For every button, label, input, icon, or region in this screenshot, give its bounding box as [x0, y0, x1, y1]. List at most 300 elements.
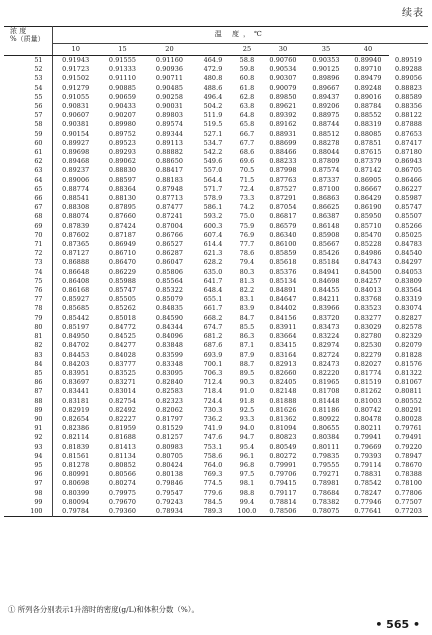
value-cell: 0.84211: [312, 295, 340, 304]
value-cell: 83.9: [239, 304, 255, 313]
value-cell: 0.85376: [269, 267, 297, 276]
value-cell: 534.7: [203, 138, 223, 147]
concentration-cell: 66: [4, 194, 52, 203]
value-cell: 0.84835: [155, 304, 184, 313]
value-cell: 0.88744: [312, 120, 340, 129]
concentration-cell: 86: [4, 378, 52, 387]
value-cell: 99.4: [239, 497, 255, 506]
value-cell: 0.79117: [269, 488, 297, 497]
value-cell: 0.81797: [155, 414, 184, 423]
value-cell: 73.3: [239, 194, 255, 203]
concentration-cell: 92: [4, 433, 52, 442]
value-cell: 0.89162: [269, 120, 297, 129]
value-cell: 0.89293: [108, 148, 137, 157]
value-cell: 0.82780: [354, 332, 382, 341]
value-cell: 0.86287: [155, 249, 184, 258]
value-cell: 68.6: [239, 148, 255, 157]
value-cell: 0.79975: [108, 488, 137, 497]
table-row: [4, 157, 428, 166]
value-cell: 0.82583: [155, 387, 184, 396]
concentration-cell: 97: [4, 479, 52, 488]
value-cell: 0.83029: [354, 322, 382, 331]
value-cell: 0.80291: [394, 405, 423, 414]
table-row: [4, 415, 428, 424]
value-cell: 0.88233: [269, 157, 297, 166]
value-cell: 0.88823: [394, 83, 423, 92]
value-cell: 0.82220: [312, 368, 340, 377]
value-cell: 0.90485: [155, 83, 184, 92]
value-cell: 0.83014: [108, 387, 137, 396]
value-cell: 0.89392: [269, 111, 297, 120]
value-cell: 91.8: [239, 396, 255, 405]
value-cell: 0.88183: [155, 175, 184, 184]
value-cell: 0.88356: [394, 102, 423, 111]
value-cell: 0.77641: [354, 506, 382, 515]
value-cell: 0.85747: [394, 203, 423, 212]
value-cell: 0.82148: [269, 387, 297, 396]
value-cell: 0.82724: [312, 350, 340, 359]
value-cell: 687.6: [203, 341, 223, 350]
value-cell: 600.3: [203, 221, 223, 230]
value-cell: 0.79835: [312, 451, 340, 460]
value-cell: 0.86408: [62, 276, 90, 285]
value-cell: 0.89437: [312, 92, 340, 101]
value-cell: 0.86705: [394, 166, 423, 175]
value-cell: 0.84986: [354, 249, 382, 258]
running-head-label: 续表: [402, 8, 424, 19]
value-cell: 0.79941: [354, 433, 382, 442]
value-cell: 0.84647: [269, 295, 297, 304]
value-cell: 0.87004: [155, 221, 184, 230]
value-cell: 0.80811: [394, 387, 423, 396]
table-row: [4, 332, 428, 341]
concentration-cell: 68: [4, 212, 52, 221]
value-cell: 63.8: [239, 102, 255, 111]
table-row: [4, 258, 428, 267]
value-cell: 0.80552: [394, 396, 423, 405]
value-cell: 0.87851: [354, 138, 382, 147]
value-cell: 0.83074: [394, 304, 423, 313]
value-cell: 0.89248: [354, 83, 382, 92]
value-cell: 0.89980: [108, 120, 137, 129]
concentration-cell: 90: [4, 415, 52, 424]
table-body: [4, 56, 428, 517]
table-row: [4, 360, 428, 369]
value-cell: 0.82473: [312, 359, 340, 368]
value-cell: 0.78947: [394, 451, 423, 460]
value-cell: 0.91110: [108, 74, 137, 83]
value-cell: 81.3: [239, 276, 255, 285]
value-cell: 92.5: [239, 405, 255, 414]
value-cell: 0.86227: [394, 184, 423, 193]
value-cell: 0.79114: [354, 460, 382, 469]
value-cell: 0.80991: [62, 470, 90, 479]
value-cell: 614.4: [203, 240, 223, 249]
value-cell: 0.81067: [394, 378, 423, 387]
value-cell: 89.5: [239, 368, 255, 377]
value-cell: 0.81322: [394, 368, 423, 377]
value-cell: 82.2: [239, 286, 255, 295]
table-row: [4, 351, 428, 360]
value-cell: 0.82754: [108, 396, 137, 405]
value-cell: 0.85710: [354, 221, 382, 230]
value-cell: 607.4: [203, 230, 223, 239]
table-row: [4, 176, 428, 185]
value-cell: 96.8: [239, 460, 255, 469]
value-cell: 0.78075: [312, 506, 340, 515]
value-cell: 61.8: [239, 83, 255, 92]
value-cell: 69.6: [239, 157, 255, 166]
table-row: [4, 507, 428, 517]
table-row: [4, 166, 428, 175]
value-cell: 504.2: [203, 102, 223, 111]
concentration-cell: 95: [4, 461, 52, 470]
value-cell: 764.0: [203, 460, 223, 469]
value-cell: 0.81774: [354, 368, 382, 377]
value-cell: 0.80211: [354, 424, 382, 433]
value-cell: 62.8: [239, 92, 255, 101]
value-cell: 464.9: [203, 56, 223, 64]
value-cell: 564.4: [203, 175, 223, 184]
value-cell: 0.91279: [62, 83, 90, 92]
value-cell: 77.7: [239, 240, 255, 249]
value-cell: 90.3: [239, 378, 255, 387]
value-cell: 0.88466: [269, 148, 297, 157]
value-cell: 0.84698: [312, 276, 340, 285]
value-cell: 0.81186: [312, 405, 340, 414]
column-header: 15: [99, 44, 146, 56]
concentration-cell: 78: [4, 304, 52, 313]
value-cell: 0.84257: [354, 276, 382, 285]
value-cell: 0.80094: [62, 497, 90, 506]
concentration-header: [4, 27, 52, 44]
value-cell: 706.3: [203, 368, 223, 377]
value-cell: 0.83564: [394, 286, 423, 295]
value-cell: 774.5: [203, 479, 223, 488]
concentration-cell: 89: [4, 406, 52, 415]
table-row: [4, 433, 428, 442]
value-cell: 0.82530: [354, 341, 382, 350]
value-cell: 0.78506: [269, 506, 297, 515]
value-cell: 0.82492: [108, 405, 137, 414]
concentration-cell: 87: [4, 387, 52, 396]
value-cell: 0.89574: [155, 120, 184, 129]
value-cell: 0.89016: [354, 92, 382, 101]
value-cell: 480.8: [203, 74, 223, 83]
value-cell: 0.84053: [394, 267, 423, 276]
density-table: [4, 26, 428, 517]
value-cell: 0.89479: [354, 74, 382, 83]
value-cell: 0.83523: [354, 304, 382, 313]
value-cell: 0.87424: [108, 221, 137, 230]
concentration-cell: 74: [4, 268, 52, 277]
value-cell: 655.1: [203, 295, 223, 304]
value-cell: 0.87291: [269, 194, 297, 203]
table-row: [4, 222, 428, 231]
value-cell: 87.1: [239, 341, 255, 350]
value-cell: 78.6: [239, 249, 255, 258]
value-cell: 95.4: [239, 442, 255, 451]
value-cell: 542.2: [203, 148, 223, 157]
value-cell: 0.87839: [62, 221, 90, 230]
value-cell: 0.90381: [62, 120, 90, 129]
table-row: [4, 461, 428, 470]
value-cell: 0.81839: [62, 442, 90, 451]
value-cell: 0.87365: [62, 240, 90, 249]
value-cell: 0.89006: [62, 175, 90, 184]
value-cell: 0.89288: [394, 65, 423, 74]
value-cell: 0.84453: [62, 350, 90, 359]
concentration-cell: 64: [4, 176, 52, 185]
value-cell: 0.86100: [269, 240, 297, 249]
table-row: [4, 111, 428, 120]
value-cell: 80.3: [239, 267, 255, 276]
column-header-blank: [4, 44, 52, 56]
table-row: [4, 130, 428, 139]
value-cell: 0.82405: [269, 378, 297, 387]
value-cell: 0.78670: [394, 460, 423, 469]
value-cell: 75.0: [239, 212, 255, 221]
value-cell: 0.81888: [269, 396, 297, 405]
value-cell: 0.78814: [269, 497, 297, 506]
value-cell: 0.90607: [62, 111, 90, 120]
value-cell: 488.6: [203, 83, 223, 92]
value-cell: 635.0: [203, 267, 223, 276]
value-cell: 0.85134: [269, 276, 297, 285]
value-cell: 0.85618: [269, 258, 297, 267]
value-cell: 0.83348: [155, 359, 184, 368]
value-cell: 0.89621: [269, 102, 297, 111]
value-cell: 0.81959: [108, 424, 137, 433]
value-cell: 0.88417: [155, 166, 184, 175]
value-cell: 0.81626: [269, 405, 297, 414]
value-cell: 0.79670: [108, 497, 137, 506]
value-cell: 0.86710: [108, 249, 137, 258]
value-cell: 0.91502: [62, 74, 90, 83]
value-cell: 0.88650: [155, 157, 184, 166]
value-cell: 0.85908: [312, 230, 340, 239]
value-cell: 0.83911: [269, 322, 297, 331]
value-cell: 60.8: [239, 74, 255, 83]
value-cell: 0.88122: [394, 111, 423, 120]
value-cell: 71.5: [239, 175, 255, 184]
value-cell: 0.88541: [62, 194, 90, 203]
value-cell: 0.83164: [269, 350, 297, 359]
value-cell: 0.82386: [62, 424, 90, 433]
value-cell: 100.0: [237, 506, 257, 515]
value-cell: 0.84096: [155, 332, 184, 341]
value-cell: 0.83720: [312, 313, 340, 322]
value-cell: 0.89062: [108, 157, 137, 166]
table-row: [4, 120, 428, 129]
value-cell: 0.89710: [354, 65, 382, 74]
value-cell: 0.83224: [312, 332, 340, 341]
concentration-cell: 55: [4, 93, 52, 102]
value-cell: 0.77946: [354, 497, 382, 506]
concentration-cell: 88: [4, 397, 52, 406]
table-row: [4, 323, 428, 332]
value-cell: 0.86943: [394, 157, 423, 166]
value-cell: 0.87054: [269, 203, 297, 212]
value-cell: 72.4: [239, 184, 255, 193]
value-cell: 628.2: [203, 258, 223, 267]
value-cell: 0.88319: [354, 120, 382, 129]
value-cell: 718.4: [203, 387, 223, 396]
table-row: [4, 443, 428, 452]
value-cell: 93.3: [239, 414, 255, 423]
concentration-cell: 51: [4, 56, 52, 66]
value-cell: 0.90885: [108, 83, 137, 92]
value-cell: 0.80549: [269, 442, 297, 451]
table-row: [4, 470, 428, 479]
column-header: 20: [146, 44, 193, 56]
value-cell: 0.84743: [354, 258, 382, 267]
value-cell: 0.86863: [312, 194, 340, 203]
value-cell: 0.81278: [62, 460, 90, 469]
value-cell: 0.85747: [108, 286, 137, 295]
table-row: [4, 295, 428, 304]
value-cell: 0.83181: [62, 396, 90, 405]
value-cell: 0.78831: [354, 470, 382, 479]
value-cell: 74.2: [239, 203, 255, 212]
value-cell: 0.82840: [155, 378, 184, 387]
value-cell: 84.7: [239, 313, 255, 322]
value-cell: 0.89752: [108, 129, 137, 138]
table-row: [4, 341, 428, 350]
value-cell: 0.78388: [394, 470, 423, 479]
value-cell: 0.89927: [62, 138, 90, 147]
value-cell: 758.6: [203, 451, 223, 460]
value-cell: 0.88130: [108, 194, 137, 203]
value-cell: 0.81003: [354, 396, 382, 405]
value-cell: 86.3: [239, 332, 255, 341]
value-cell: 0.77507: [394, 497, 423, 506]
value-cell: 0.83951: [62, 368, 90, 377]
value-cell: 0.82027: [354, 359, 382, 368]
value-cell: 0.83809: [394, 276, 423, 285]
value-cell: 0.89803: [155, 111, 184, 120]
value-cell: 64.8: [239, 111, 255, 120]
value-cell: 0.86168: [62, 286, 90, 295]
value-cell: 0.85228: [354, 240, 382, 249]
value-cell: 0.87895: [108, 203, 137, 212]
value-cell: 0.81094: [269, 424, 297, 433]
value-cell: 0.89850: [269, 92, 297, 101]
value-cell: 0.79360: [108, 506, 137, 515]
value-cell: 0.88278: [312, 138, 340, 147]
table-row: [4, 286, 428, 295]
value-cell: 0.84783: [394, 240, 423, 249]
value-cell: 0.82227: [108, 414, 137, 423]
table-row: [4, 74, 428, 83]
value-cell: 91.0: [239, 387, 255, 396]
concentration-cell: 79: [4, 314, 52, 323]
value-cell: 0.91160: [155, 56, 184, 64]
value-cell: 0.79784: [62, 506, 90, 515]
table-row: [4, 139, 428, 148]
value-cell: 0.80478: [354, 414, 382, 423]
value-cell: 0.88699: [269, 138, 297, 147]
value-cell: 0.78382: [312, 497, 340, 506]
value-cell: 0.82079: [394, 341, 423, 350]
value-cell: 0.88308: [62, 203, 90, 212]
value-cell: 0.88085: [354, 129, 382, 138]
value-cell: 0.88975: [312, 111, 340, 120]
concentration-cell: 84: [4, 360, 52, 369]
value-cell: 0.85025: [394, 230, 423, 239]
value-cell: 0.82279: [354, 350, 382, 359]
column-header: 40: [347, 44, 389, 56]
value-cell: 0.81708: [312, 387, 340, 396]
value-cell: 75.9: [239, 221, 255, 230]
value-cell: 0.79393: [354, 451, 382, 460]
value-cell: 578.9: [203, 194, 223, 203]
concentration-cell: 59: [4, 130, 52, 139]
table-row: [4, 268, 428, 277]
value-cell: 0.87337: [312, 175, 340, 184]
value-cell: 0.84540: [394, 249, 423, 258]
value-cell: 0.82114: [62, 433, 90, 442]
value-cell: 66.7: [239, 129, 255, 138]
value-cell: 0.87998: [269, 166, 297, 175]
value-cell: 0.81362: [269, 414, 297, 423]
concentration-cell: 52: [4, 65, 52, 74]
value-cell: 0.83768: [354, 295, 382, 304]
value-cell: 0.84297: [394, 258, 423, 267]
value-cell: 700.1: [203, 359, 223, 368]
value-cell: 0.83441: [62, 387, 90, 396]
value-cell: 0.84203: [62, 359, 90, 368]
concentration-cell: 62: [4, 157, 52, 166]
value-cell: 0.77203: [394, 506, 423, 515]
running-head: [0, 0, 432, 22]
value-cell: 472.9: [203, 65, 223, 74]
table-row: [4, 369, 428, 378]
value-cell: 0.87180: [394, 148, 423, 157]
value-cell: 0.89667: [312, 83, 340, 92]
value-cell: 0.83473: [312, 322, 340, 331]
value-cell: 0.91723: [62, 65, 90, 74]
value-cell: 0.85426: [312, 249, 340, 258]
value-cell: 549.6: [203, 157, 223, 166]
value-cell: 0.85266: [394, 221, 423, 230]
value-cell: 0.80983: [155, 442, 184, 451]
table-row: [4, 203, 428, 212]
value-cell: 0.79243: [155, 497, 184, 506]
concentration-cell: 53: [4, 74, 52, 83]
value-cell: 779.6: [203, 488, 223, 497]
value-cell: 0.89206: [312, 102, 340, 111]
value-cell: 0.82919: [62, 405, 90, 414]
value-cell: 0.89523: [108, 138, 137, 147]
table-row: [4, 378, 428, 387]
table-row: [4, 489, 428, 498]
value-cell: 0.90079: [269, 83, 297, 92]
table-row: [4, 277, 428, 286]
value-cell: 0.84772: [108, 322, 137, 331]
value-cell: 0.90760: [269, 56, 297, 64]
column-header: 35: [305, 44, 347, 56]
value-cell: 70.5: [239, 166, 255, 175]
value-cell: 0.80274: [108, 479, 137, 488]
value-cell: 79.4: [239, 258, 255, 267]
value-cell: 0.86340: [269, 230, 297, 239]
value-cell: 519.5: [203, 120, 223, 129]
value-cell: 0.86949: [108, 240, 137, 249]
table-row: [4, 479, 428, 488]
value-cell: 0.79220: [394, 442, 423, 451]
value-cell: 83.1: [239, 295, 255, 304]
